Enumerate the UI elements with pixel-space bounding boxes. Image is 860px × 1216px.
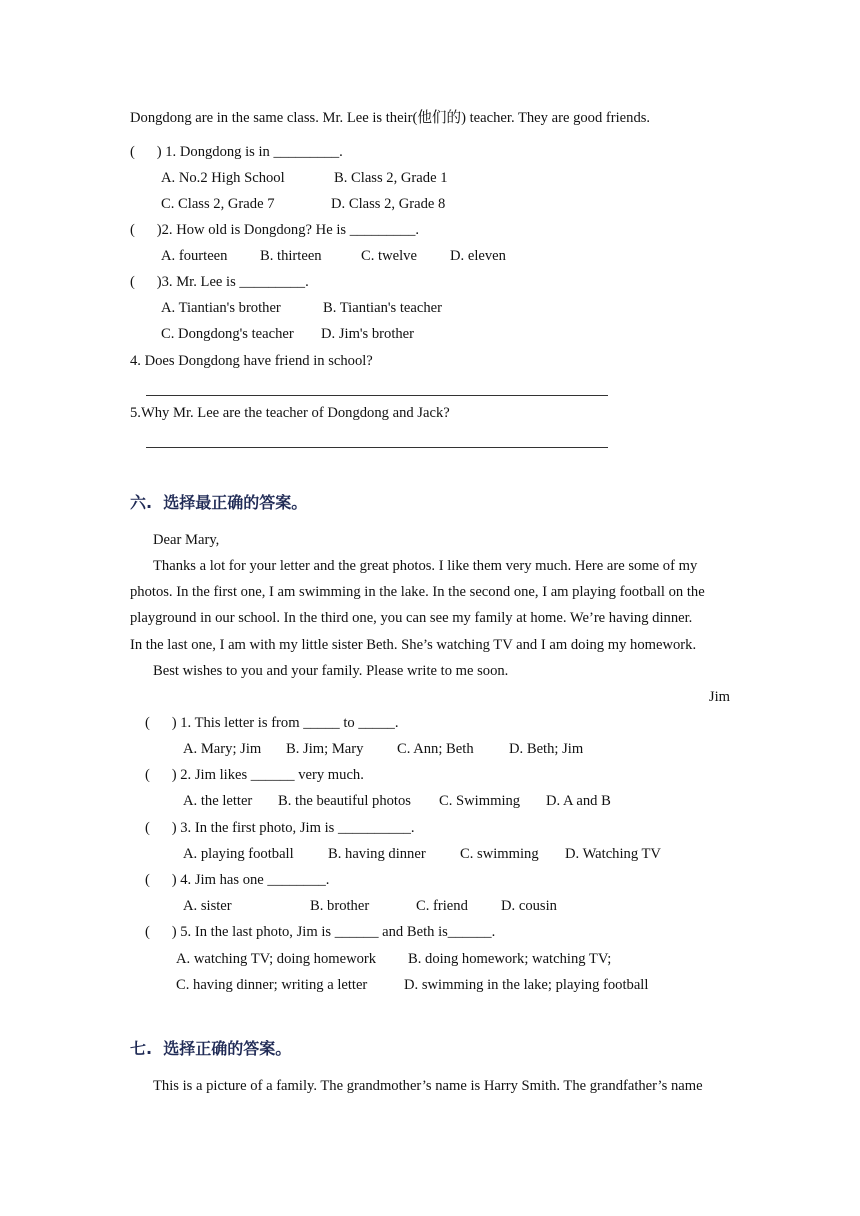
option-a: A. watching TV; doing homework [176, 951, 377, 967]
option-d: D. Class 2, Grade 8 [331, 196, 446, 212]
letter-body-line: photos. In the first one, I am swimming in the lake. In the second one, I am playing football on the [130, 584, 705, 600]
question-5-stem: ( ) 5. In the last photo, Jim is ______ and Beth is______. [145, 924, 496, 940]
question-3-stem: ( ) 3. In the first photo, Jim is __________. [145, 820, 415, 836]
question-1-stem: ( ) 1. Dongdong is in _________. [130, 144, 343, 160]
option-d: D. A and B [546, 793, 611, 809]
question-3-options-row2 [0, 325, 860, 343]
answer-line-5 [146, 447, 608, 448]
question-3-options-row1 [0, 299, 860, 317]
option-a: A. playing football [183, 846, 294, 862]
question-2-stem: ( )2. How old is Dongdong? He is _________. [130, 222, 420, 238]
option-c: C. twelve [361, 248, 417, 264]
section-7-heading: 七. 选择正确的答案。 [130, 1039, 292, 1058]
question-4-options [0, 897, 860, 915]
option-c: C. Class 2, Grade 7 [161, 196, 275, 212]
question-4-stem: ( ) 4. Jim has one ________. [145, 872, 330, 888]
letter-closing: Best wishes to you and your family. Please write to me soon. [153, 663, 509, 679]
question-2-options [0, 247, 860, 265]
option-d: D. Watching TV [565, 846, 661, 862]
option-b: B. the beautiful photos [278, 793, 411, 809]
option-b: B. doing homework; watching TV; [408, 951, 612, 967]
option-a: A. Mary; Jim [183, 741, 262, 757]
question-5-options-row2 [0, 976, 860, 994]
question-1-stem: ( ) 1. This letter is from _____ to _____. [145, 715, 399, 731]
option-b: B. having dinner [328, 846, 426, 862]
option-d: D. Jim's brother [321, 326, 415, 342]
question-3-stem: ( )3. Mr. Lee is _________. [130, 274, 309, 290]
question-4-stem: 4. Does Dongdong have friend in school? [130, 353, 373, 369]
letter-signature: Jim [708, 689, 730, 705]
option-a: A. Tiantian's brother [161, 300, 281, 316]
option-a: A. No.2 High School [161, 170, 285, 186]
option-c: C. Ann; Beth [397, 741, 474, 757]
passage-line: This is a picture of a family. The grandmother’s name is Harry Smith. The grandfather’s name [153, 1078, 703, 1094]
option-d: D. Beth; Jim [509, 741, 584, 757]
option-a: A. sister [183, 898, 232, 914]
option-c: C. Swimming [439, 793, 521, 809]
option-a: A. the letter [183, 793, 253, 809]
letter-body-line: In the last one, I am with my little sister Beth. She’s watching TV and I am doing my homework. [130, 637, 697, 653]
option-d: D. swimming in the lake; playing football [404, 977, 649, 993]
question-3-options [0, 845, 860, 863]
option-d: D. cousin [501, 898, 557, 914]
option-a: A. fourteen [161, 248, 228, 264]
letter-body-line: Thanks a lot for your letter and the great photos. I like them very much. Here are some of my [153, 558, 698, 574]
option-b: B. Class 2, Grade 1 [334, 170, 448, 186]
question-2-options [0, 792, 860, 810]
option-b: B. thirteen [260, 248, 322, 264]
option-c: C. friend [416, 898, 468, 914]
question-5-options-row1 [0, 950, 860, 968]
passage-line: Dongdong are in the same class. Mr. Lee is their(他们的) teacher. They are good friends. [130, 110, 651, 126]
option-b: B. brother [310, 898, 370, 914]
question-5-stem: 5.Why Mr. Lee are the teacher of Dongdong and Jack? [130, 405, 450, 421]
letter-body-line: playground in our school. In the third one, you can see my family at home. We’re having dinner. [130, 610, 693, 626]
option-c: C. having dinner; writing a letter [176, 977, 368, 993]
letter-salutation: Dear Mary, [153, 532, 220, 548]
answer-line-4 [146, 395, 608, 396]
option-c: C. Dongdong's teacher [161, 326, 294, 342]
option-b: B. Jim; Mary [286, 741, 364, 757]
question-2-stem: ( ) 2. Jim likes ______ very much. [145, 767, 364, 783]
option-d: D. eleven [450, 248, 506, 264]
option-c: C. swimming [460, 846, 539, 862]
question-1-options-row2 [0, 195, 860, 213]
option-b: B. Tiantian's teacher [323, 300, 442, 316]
question-1-options [0, 740, 860, 758]
section-6-heading: 六. 选择最正确的答案。 [130, 493, 308, 512]
question-1-options-row1 [0, 169, 860, 187]
